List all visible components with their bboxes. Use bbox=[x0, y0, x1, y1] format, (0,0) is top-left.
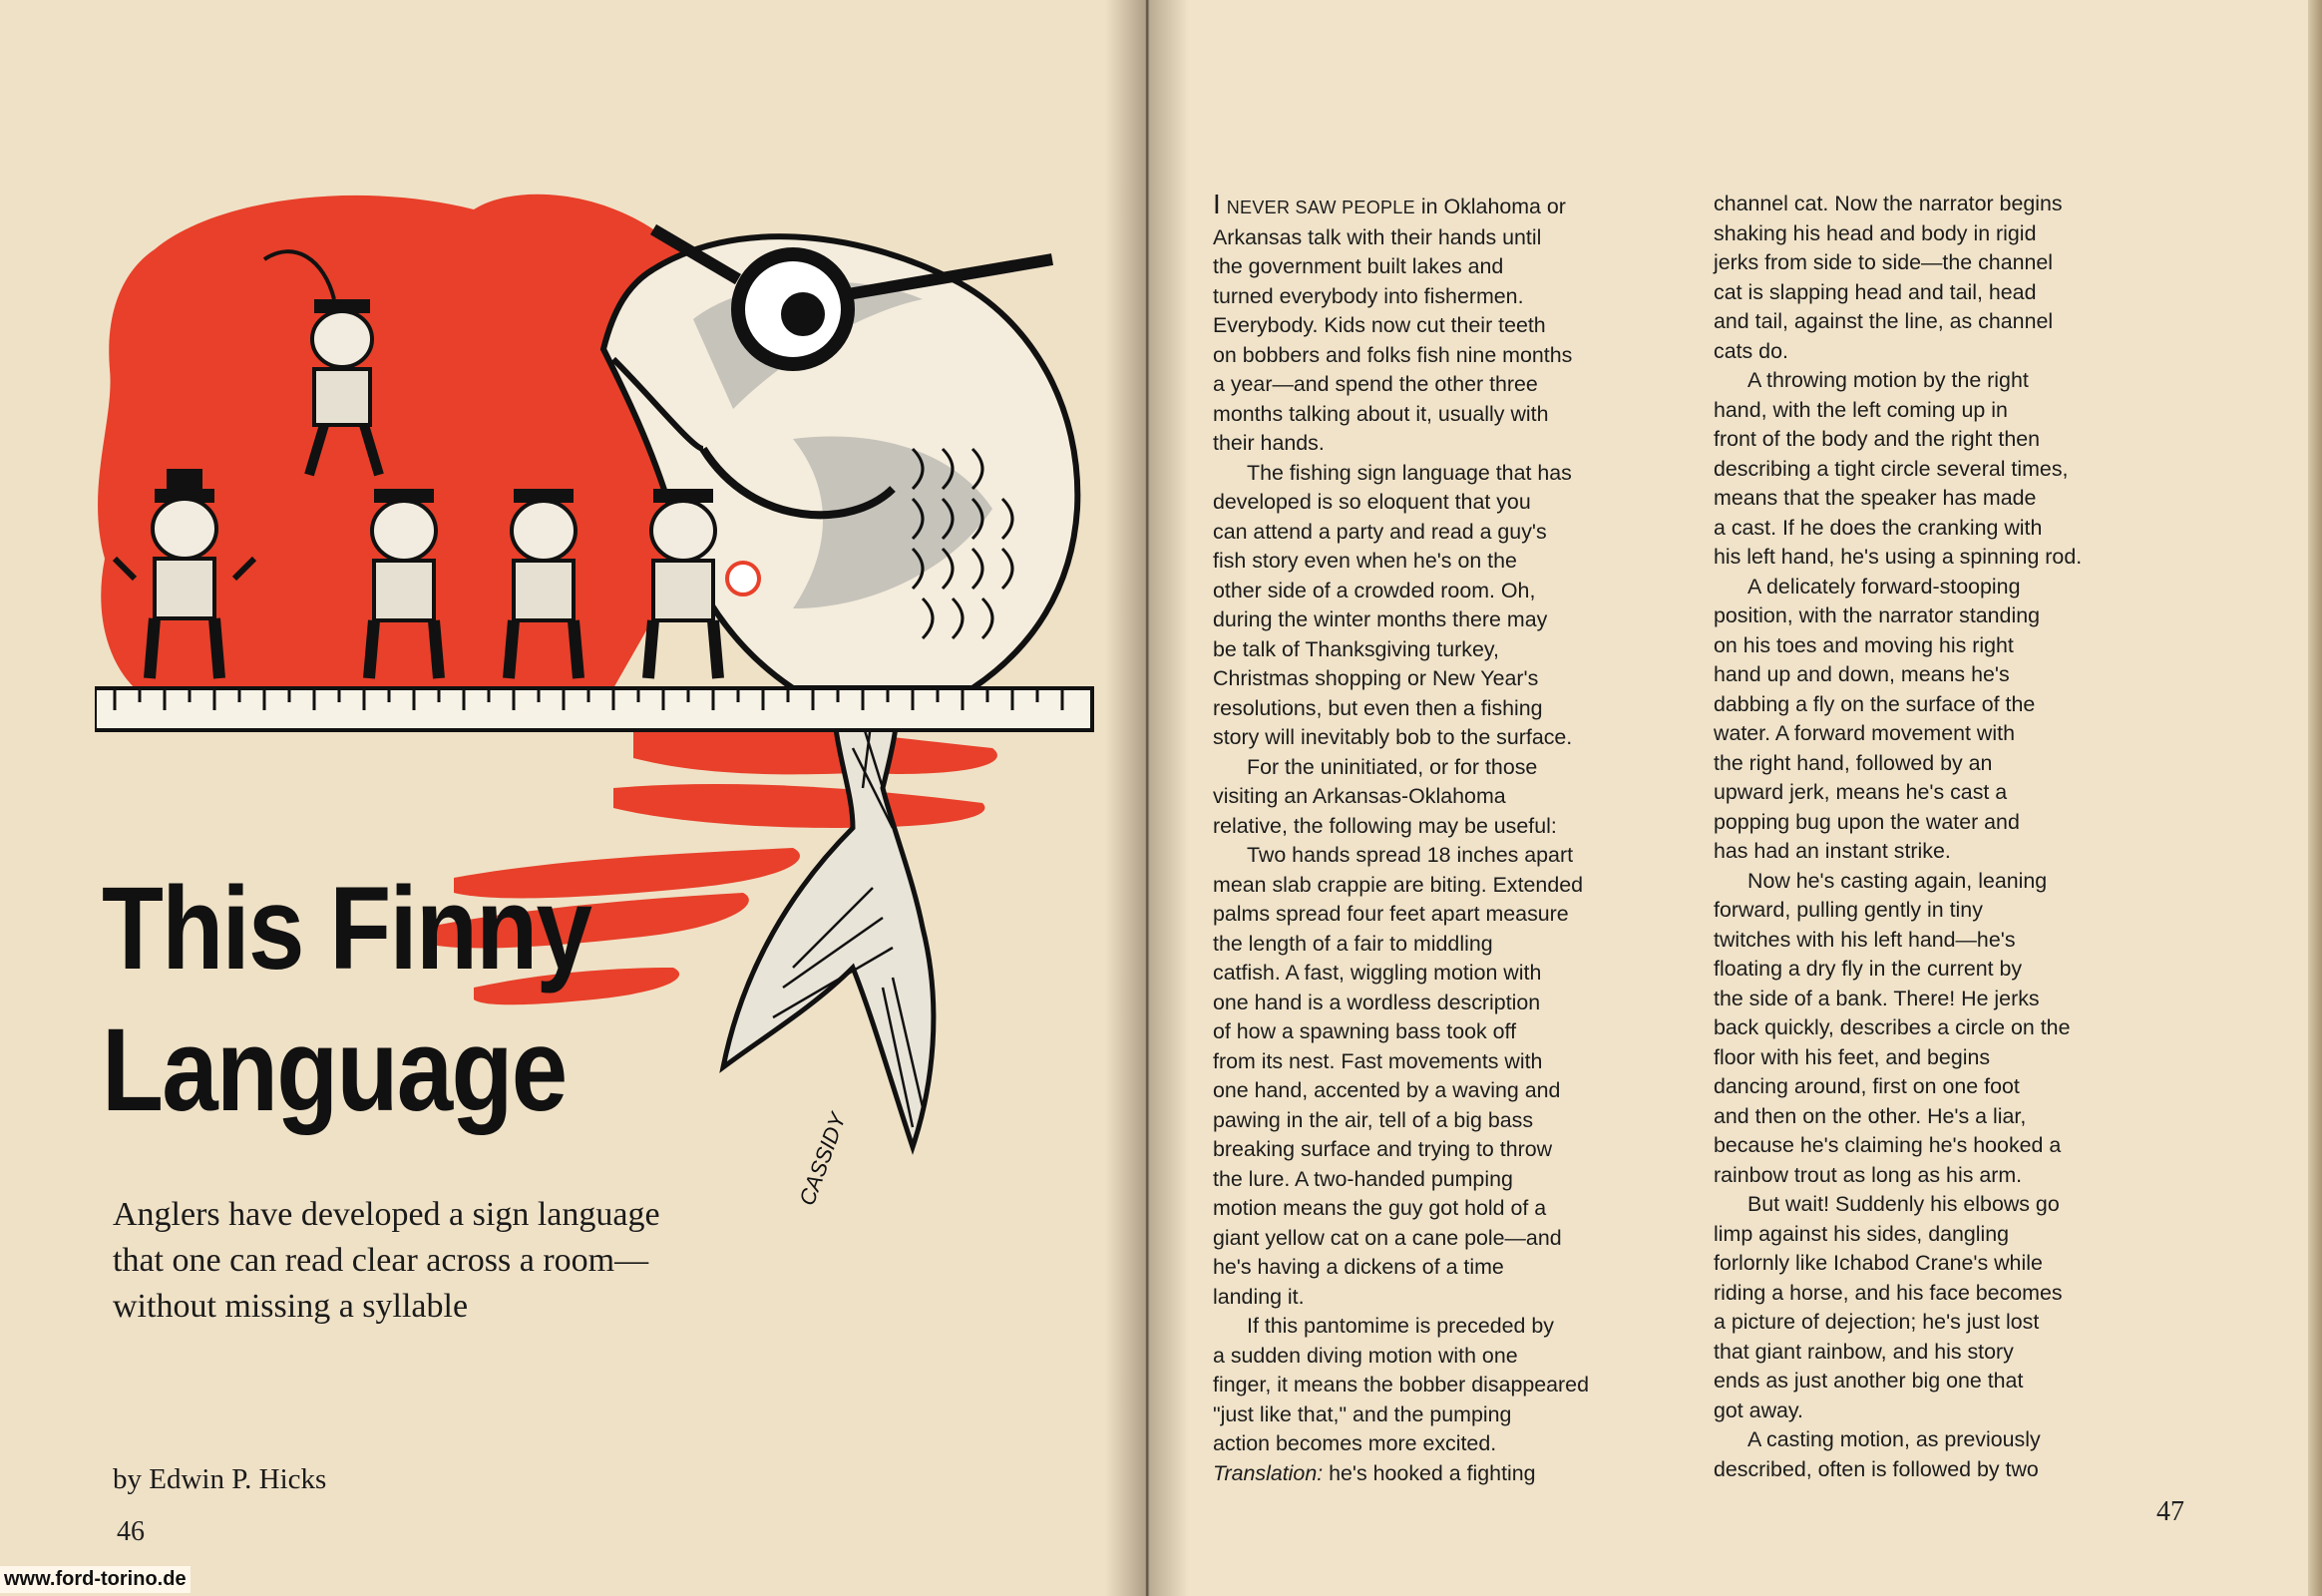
text-line: popping bug upon the water and bbox=[1714, 809, 2020, 834]
text-line: Everybody. Kids now cut their teeth bbox=[1213, 313, 1546, 337]
title-line-1: This Finny bbox=[102, 863, 591, 995]
drop-cap: I bbox=[1213, 189, 1221, 219]
text-line: dancing around, first on one foot bbox=[1714, 1074, 2020, 1098]
text-line: For the uninitiated, or for those bbox=[1247, 754, 1538, 779]
text-line: be talk of Thanksgiving turkey, bbox=[1213, 636, 1499, 661]
ruler bbox=[95, 688, 1092, 730]
text-line: the right hand, followed by an bbox=[1714, 750, 1993, 775]
text-line: the length of a fair to middling bbox=[1213, 931, 1493, 956]
text-line: relative, the following may be useful: bbox=[1213, 813, 1557, 838]
left-page bbox=[0, 0, 1147, 1596]
text-line: shaking his head and body in rigid bbox=[1714, 220, 2037, 245]
text-line: turned everybody into fishermen. bbox=[1213, 283, 1524, 308]
text-line: fish story even when he's on the bbox=[1213, 549, 1517, 573]
first-line-rest: in Oklahoma or bbox=[1414, 195, 1566, 218]
text-line: hand, with the left coming up in bbox=[1714, 397, 2008, 422]
text-line: hand up and down, means he's bbox=[1714, 662, 2010, 686]
text-line: position, with the narrator standing bbox=[1714, 603, 2040, 627]
text-column-1 bbox=[1213, 190, 1692, 1488]
text-line: on his toes and moving his right bbox=[1714, 632, 2014, 657]
artist-signature: CASSIDY bbox=[794, 1109, 851, 1209]
text-line: during the winter months there may bbox=[1213, 607, 1548, 631]
text-line: floating a dry fly in the current by bbox=[1714, 957, 2023, 981]
text-line: a year—and spend the other three bbox=[1213, 372, 1538, 396]
text-line: pawing in the air, tell of a big bass bbox=[1213, 1107, 1534, 1132]
text-line: water. A forward movement with bbox=[1714, 721, 2015, 745]
text-line: a cast. If he does the cranking with bbox=[1714, 515, 2043, 540]
text-line: front of the body and the right then bbox=[1714, 427, 2041, 451]
text-line: back quickly, describes a circle on the bbox=[1714, 1015, 2071, 1039]
text-line: ends as just another big one that bbox=[1714, 1369, 2024, 1393]
text-line: the government built lakes and bbox=[1213, 254, 1504, 278]
text-line: Two hands spread 18 inches apart bbox=[1247, 843, 1574, 867]
text-line: A casting motion, as previously bbox=[1747, 1427, 2041, 1451]
text-line: The fishing sign language that has bbox=[1247, 460, 1572, 485]
text-line: got away. bbox=[1714, 1397, 1803, 1422]
text-column-2 bbox=[1714, 190, 2192, 1484]
watermark: www.ford-torino.de bbox=[0, 1566, 191, 1593]
text-line: described, often is followed by two bbox=[1714, 1456, 2039, 1481]
text-line: describing a tight circle several times, bbox=[1714, 456, 2069, 481]
text-line: can attend a party and read a guy's bbox=[1213, 519, 1547, 544]
text-line: breaking surface and trying to throw bbox=[1213, 1137, 1553, 1161]
text-line: dabbing a fly on the surface of the bbox=[1714, 691, 2036, 716]
text-line: cat is slapping head and tail, head bbox=[1714, 279, 2037, 304]
article-subtitle bbox=[113, 1192, 791, 1330]
text-line: and then on the other. He's a liar, bbox=[1714, 1103, 2027, 1128]
text-line: other side of a crowded room. Oh, bbox=[1213, 578, 1536, 602]
subtitle-line: that one can read clear across a room— bbox=[113, 1242, 649, 1279]
text-line: and tail, against the line, as channel bbox=[1714, 309, 2054, 333]
text-line: months talking about it, usually with bbox=[1213, 401, 1549, 426]
text-line: a picture of dejection; he's just lost bbox=[1714, 1310, 2040, 1334]
page-edge bbox=[2308, 0, 2322, 1596]
page-number-left: 46 bbox=[117, 1516, 145, 1547]
text-line: jerks from side to side—the channel bbox=[1714, 250, 2054, 274]
text-line: has had an instant strike. bbox=[1714, 839, 1951, 863]
subtitle-line: Anglers have developed a sign language bbox=[113, 1196, 660, 1233]
text-line: upward jerk, means he's cast a bbox=[1714, 780, 2008, 804]
text-line: mean slab crappie are biting. Extended bbox=[1213, 872, 1584, 897]
text-line: palms spread four feet apart measure bbox=[1213, 902, 1569, 926]
text-line: forlornly like Ichabod Crane's while bbox=[1714, 1251, 2043, 1275]
text-line: their hands. bbox=[1213, 431, 1325, 455]
text-line: "just like that," and the pumping bbox=[1213, 1401, 1512, 1426]
text-line: If this pantomime is preceded by bbox=[1247, 1314, 1554, 1338]
text-line: visiting an Arkansas-Oklahoma bbox=[1213, 784, 1506, 808]
text-line-rest: he's hooked a fighting bbox=[1323, 1460, 1536, 1485]
article-title bbox=[102, 858, 702, 1141]
text-line: of how a spawning bass took off bbox=[1213, 1019, 1517, 1043]
text-line: floor with his feet, and begins bbox=[1714, 1044, 1991, 1069]
text-line: catfish. A fast, wiggling motion with bbox=[1213, 961, 1542, 985]
text-line: the lure. A two-handed pumping bbox=[1213, 1166, 1513, 1191]
text-line: cats do. bbox=[1714, 338, 1788, 363]
italic-translation: Translation: bbox=[1213, 1460, 1324, 1485]
first-line bbox=[1213, 190, 1692, 223]
text-line: he's having a dickens of a time bbox=[1213, 1255, 1504, 1279]
text-line: resolutions, but even then a fishing bbox=[1213, 695, 1543, 720]
text-line: forward, pulling gently in tiny bbox=[1714, 898, 1983, 922]
text-line: because he's claiming he's hooked a bbox=[1714, 1133, 2062, 1157]
text-line: story will inevitably bob to the surface. bbox=[1213, 725, 1573, 749]
text-line-last bbox=[1213, 1459, 1692, 1489]
text-line: twitches with his left hand—he's bbox=[1714, 927, 2016, 952]
text-line: action becomes more excited. bbox=[1213, 1431, 1497, 1455]
subtitle-line: without missing a syllable bbox=[113, 1288, 469, 1325]
smallcaps-lead: NEVER SAW PEOPLE bbox=[1226, 198, 1415, 217]
right-page bbox=[1147, 0, 2322, 1596]
text-line: means that the speaker has made bbox=[1714, 486, 2037, 510]
text-line: A throwing motion by the right bbox=[1747, 368, 2029, 392]
text-line: Arkansas talk with their hands until bbox=[1213, 224, 1542, 249]
text-line: Now he's casting again, leaning bbox=[1747, 868, 2048, 893]
text-line: from its nest. Fast movements with bbox=[1213, 1048, 1543, 1073]
text-line: giant yellow cat on a cane pole—and bbox=[1213, 1225, 1562, 1250]
text-line: riding a horse, and his face becomes bbox=[1714, 1280, 2063, 1305]
text-line: A delicately forward-stooping bbox=[1747, 574, 2021, 598]
text-line: But wait! Suddenly his elbows go bbox=[1747, 1192, 2060, 1216]
text-line: channel cat. Now the narrator begins bbox=[1714, 192, 2063, 215]
text-line: the side of a bank. There! He jerks bbox=[1714, 986, 2040, 1010]
text-line: Christmas shopping or New Year's bbox=[1213, 666, 1539, 690]
text-line: rainbow trout as long as his arm. bbox=[1714, 1162, 2023, 1187]
title-line-2: Language bbox=[102, 1004, 567, 1136]
text-line: developed is so eloquent that you bbox=[1213, 490, 1531, 514]
text-line: one hand is a wordless description bbox=[1213, 990, 1541, 1014]
text-line: that giant rainbow, and his story bbox=[1714, 1339, 2014, 1364]
page-number-right: 47 bbox=[2156, 1496, 2184, 1527]
text-line: on bobbers and folks fish nine months bbox=[1213, 342, 1573, 367]
text-line: one hand, accented by a waving and bbox=[1213, 1078, 1561, 1102]
text-line: landing it. bbox=[1213, 1284, 1305, 1309]
text-line: his left hand, he's using a spinning rod. bbox=[1714, 545, 2083, 569]
text-line: motion means the guy got hold of a bbox=[1213, 1196, 1547, 1220]
text-line: finger, it means the bobber disappeared bbox=[1213, 1373, 1589, 1396]
text-line: a sudden diving motion with one bbox=[1213, 1343, 1518, 1368]
text-line: limp against his sides, dangling bbox=[1714, 1221, 2010, 1246]
byline: by Edwin P. Hicks bbox=[113, 1463, 327, 1495]
